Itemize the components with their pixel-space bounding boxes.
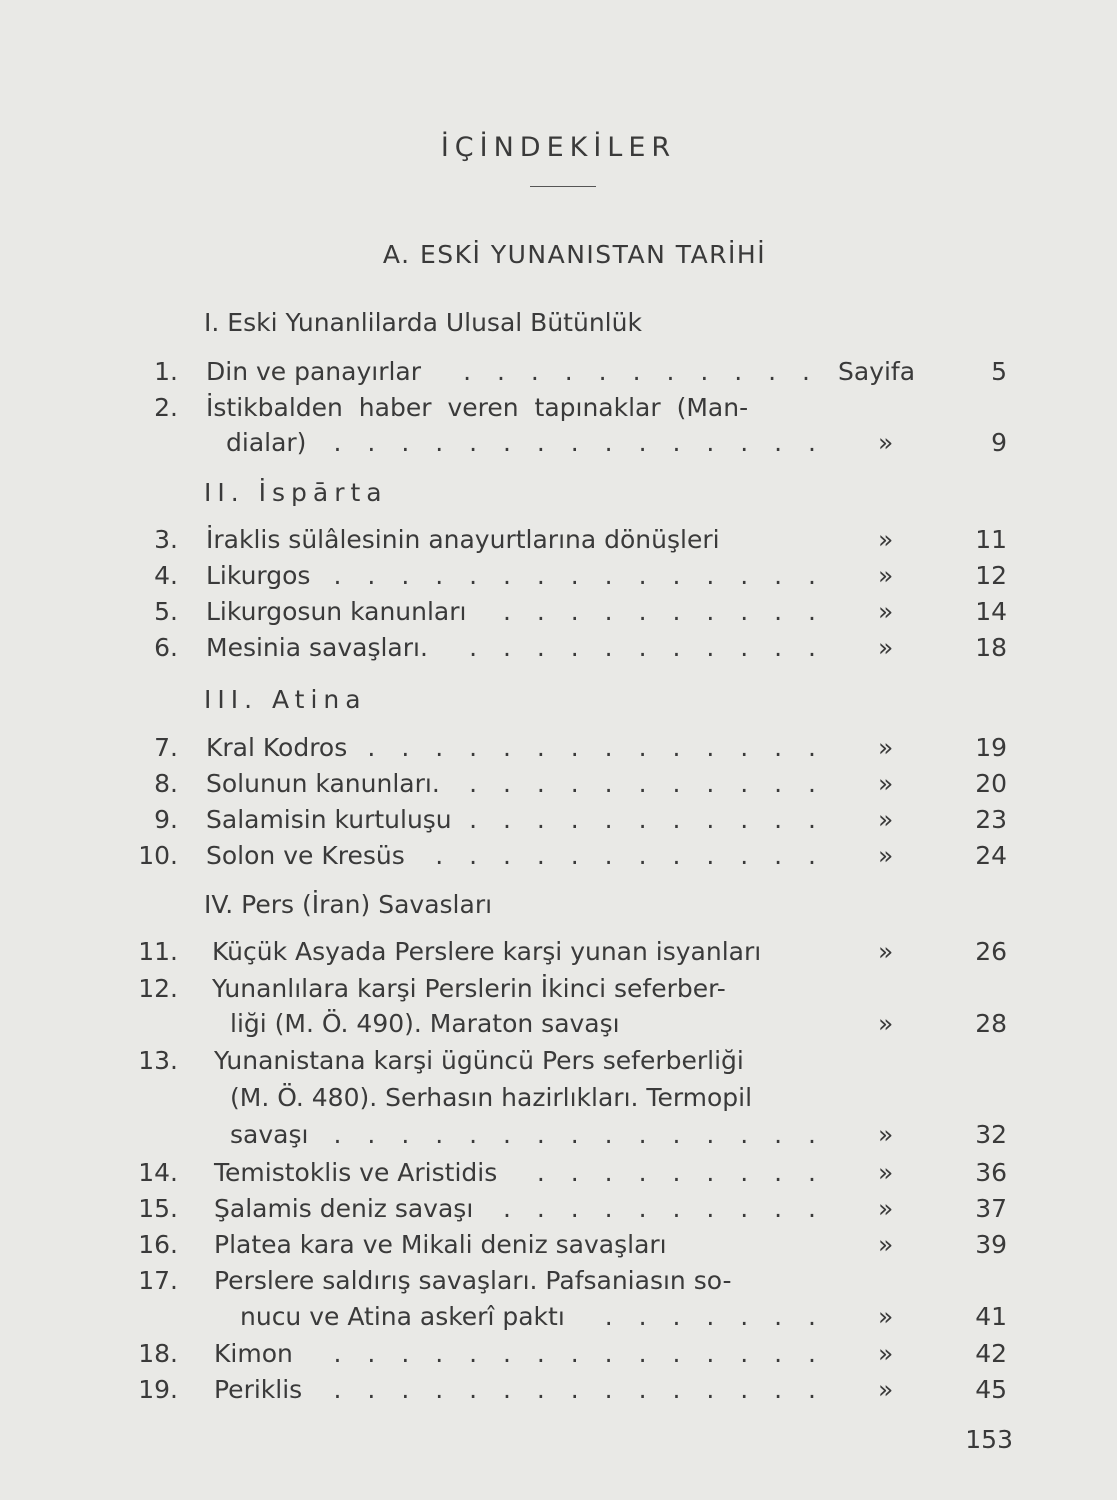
toc-entry-3: [0, 525, 1117, 561]
leader-dots: . . . . . . . . . . . .: [435, 841, 825, 870]
ditto-mark: »: [878, 1009, 894, 1038]
ditto-mark: »: [878, 1120, 894, 1149]
toc-entry-12: [0, 974, 1117, 1010]
title-rule: [530, 186, 596, 187]
leader-dots: . . . . . . . . . . . . . .: [367, 733, 825, 762]
ditto-mark: »: [878, 841, 894, 870]
ditto-mark: »: [878, 561, 894, 590]
entry-page: 41: [975, 1302, 1007, 1331]
leader-dots: . . . . . . . . .: [536, 1158, 825, 1187]
ditto-mark: »: [878, 937, 894, 966]
entry-title: Solunun kanunları.: [206, 769, 440, 798]
leader-dots: . . . . . . . . . .: [503, 1194, 825, 1223]
section-heading-1: I. Eski Yunanlilarda Ulusal Bütünlük: [204, 308, 642, 337]
entry-number: 12.: [138, 974, 178, 1003]
entry-page: 28: [975, 1009, 1007, 1038]
toc-entry-15: [0, 1194, 1117, 1230]
entry-title: Şalamis deniz savaşı: [214, 1194, 474, 1223]
entry-title: Yunanlılara karşi Perslerin İkinci seferber-: [212, 974, 726, 1003]
entry-title: Periklis: [214, 1375, 303, 1404]
entry-title-cont: dialar): [226, 428, 307, 457]
sayifa-label: Sayifa: [838, 357, 916, 386]
leader-dots: . . . . . . . . . . . . . . .: [333, 1375, 825, 1404]
entry-page: 24: [975, 841, 1007, 870]
entry-title: Likurgos: [206, 561, 311, 590]
toc-entry-9: [0, 805, 1117, 841]
ditto-mark: »: [878, 1302, 894, 1331]
entry-number: 2.: [154, 393, 178, 422]
toc-entry-13-cont2: [0, 1120, 1117, 1156]
entry-title: Kral Kodros: [206, 733, 348, 762]
entry-number: 13.: [138, 1046, 178, 1075]
entry-number: 5.: [154, 597, 178, 626]
section-heading-4: IV. Pers (İran) Savasları: [204, 890, 493, 919]
ditto-mark: »: [878, 428, 894, 457]
entry-title: Din ve panayırlar: [206, 357, 422, 386]
entry-title: Perslere saldırış savaşları. Pafsaniasın so-: [214, 1266, 732, 1295]
ditto-mark: »: [878, 633, 894, 662]
leader-dots: . . . . . . . . . . . . . . .: [333, 428, 825, 457]
entry-page: 11: [975, 525, 1007, 554]
entry-number: 16.: [138, 1230, 178, 1259]
page-title: İÇİNDEKİLER: [440, 132, 677, 163]
entry-page: 12: [975, 561, 1007, 590]
entry-title: Kimon: [214, 1339, 293, 1368]
entry-page: 20: [975, 769, 1007, 798]
leader-dots: . . . . . . . . . . .: [469, 805, 825, 834]
entry-title-cont: nucu ve Atina askerî paktı: [240, 1302, 565, 1331]
toc-entry-1: [0, 357, 1117, 393]
section-heading-3: III. Atina: [204, 685, 367, 714]
ditto-mark: »: [878, 1194, 894, 1223]
entry-number: 17.: [138, 1266, 178, 1295]
toc-entry-12-cont: [0, 1009, 1117, 1045]
toc-entry-18: [0, 1339, 1117, 1375]
ditto-mark: »: [878, 1230, 894, 1259]
toc-entry-2: [0, 393, 1117, 429]
entry-page: 32: [975, 1120, 1007, 1149]
entry-number: 4.: [154, 561, 178, 590]
ditto-mark: »: [878, 1375, 894, 1404]
entry-number: 9.: [154, 805, 178, 834]
entry-title: İraklis sülâlesinin anayurtlarına dönüşleri: [206, 525, 720, 554]
entry-page: 39: [975, 1230, 1007, 1259]
entry-number: 8.: [154, 769, 178, 798]
ditto-mark: »: [878, 1158, 894, 1187]
leader-dots: . . . . . . . . . . .: [469, 769, 825, 798]
ditto-mark: »: [878, 805, 894, 834]
entry-number: 18.: [138, 1339, 178, 1368]
toc-entry-17-cont: [0, 1302, 1117, 1338]
entry-number: 1.: [154, 357, 178, 386]
page-number: 153: [965, 1425, 1013, 1454]
leader-dots: . . . . . . . . . . .: [463, 357, 819, 386]
entry-page: 23: [975, 805, 1007, 834]
entry-number: 15.: [138, 1194, 178, 1223]
entry-page: 42: [975, 1339, 1007, 1368]
toc-entry-2-cont: [0, 428, 1117, 464]
toc-entry-8: [0, 769, 1117, 805]
entry-number: 3.: [154, 525, 178, 554]
entry-page: 9: [991, 428, 1007, 457]
leader-dots: . . . . . . .: [604, 1302, 825, 1331]
entry-title: Solon ve Kresüs: [206, 841, 405, 870]
entry-title: Temistoklis ve Aristidis: [214, 1158, 498, 1187]
entry-page: 37: [975, 1194, 1007, 1223]
toc-entry-13: [0, 1046, 1117, 1082]
leader-dots: . . . . . . . . . . .: [469, 633, 825, 662]
toc-entry-11: [0, 937, 1117, 973]
leader-dots: . . . . . . . . . . . . . . .: [333, 1339, 825, 1368]
entry-title-cont: liği (M. Ö. 490). Maraton savaşı: [230, 1009, 620, 1038]
toc-entry-14: [0, 1158, 1117, 1194]
entry-number: 14.: [138, 1158, 178, 1187]
ditto-mark: »: [878, 1339, 894, 1368]
entry-number: 10.: [138, 841, 178, 870]
toc-entry-13-cont: [0, 1083, 1117, 1119]
entry-page: 5: [991, 357, 1007, 386]
toc-entry-17: [0, 1266, 1117, 1302]
ditto-mark: »: [878, 597, 894, 626]
entry-title: Likurgosun kanunları: [206, 597, 467, 626]
ditto-mark: »: [878, 769, 894, 798]
entry-number: 6.: [154, 633, 178, 662]
toc-entry-6: [0, 633, 1117, 669]
entry-title: Yunanistana karşi ügüncü Pers seferberliği: [214, 1046, 744, 1075]
toc-entry-19: [0, 1375, 1117, 1411]
toc-entry-5: [0, 597, 1117, 633]
leader-dots: . . . . . . . . . .: [503, 597, 825, 626]
entry-page: 26: [975, 937, 1007, 966]
entry-page: 18: [975, 633, 1007, 662]
ditto-mark: »: [878, 733, 894, 762]
section-heading-2: II. İspārta: [204, 478, 388, 507]
part-heading: A. ESKİ YUNANISTAN TARİHİ: [382, 240, 767, 269]
entry-title: Salamisin kurtuluşu: [206, 805, 452, 834]
entry-page: 45: [975, 1375, 1007, 1404]
entry-page: 19: [975, 733, 1007, 762]
toc-entry-7: [0, 733, 1117, 769]
toc-entry-4: [0, 561, 1117, 597]
entry-title: Küçük Asyada Perslere karşi yunan isyanları: [212, 937, 762, 966]
toc-entry-16: [0, 1230, 1117, 1266]
entry-page: 36: [975, 1158, 1007, 1187]
leader-dots: . . . . . . . . . . . . . . .: [333, 1120, 825, 1149]
entry-page: 14: [975, 597, 1007, 626]
entry-title-cont2: savaşı: [230, 1120, 309, 1149]
entry-title: Platea kara ve Mikali deniz savaşları: [214, 1230, 667, 1259]
entry-number: 19.: [138, 1375, 178, 1404]
entry-title-cont: (M. Ö. 480). Serhasın hazirlıkları. Termopil: [230, 1083, 753, 1112]
entry-number: 7.: [154, 733, 178, 762]
toc-entry-10: [0, 841, 1117, 877]
entry-title: İstikbalden haber veren tapınaklar (Man-: [206, 393, 749, 422]
leader-dots: . . . . . . . . . . . . . . .: [333, 561, 825, 590]
ditto-mark: »: [878, 525, 894, 554]
entry-number: 11.: [138, 937, 178, 966]
entry-title: Mesinia savaşları.: [206, 633, 428, 662]
